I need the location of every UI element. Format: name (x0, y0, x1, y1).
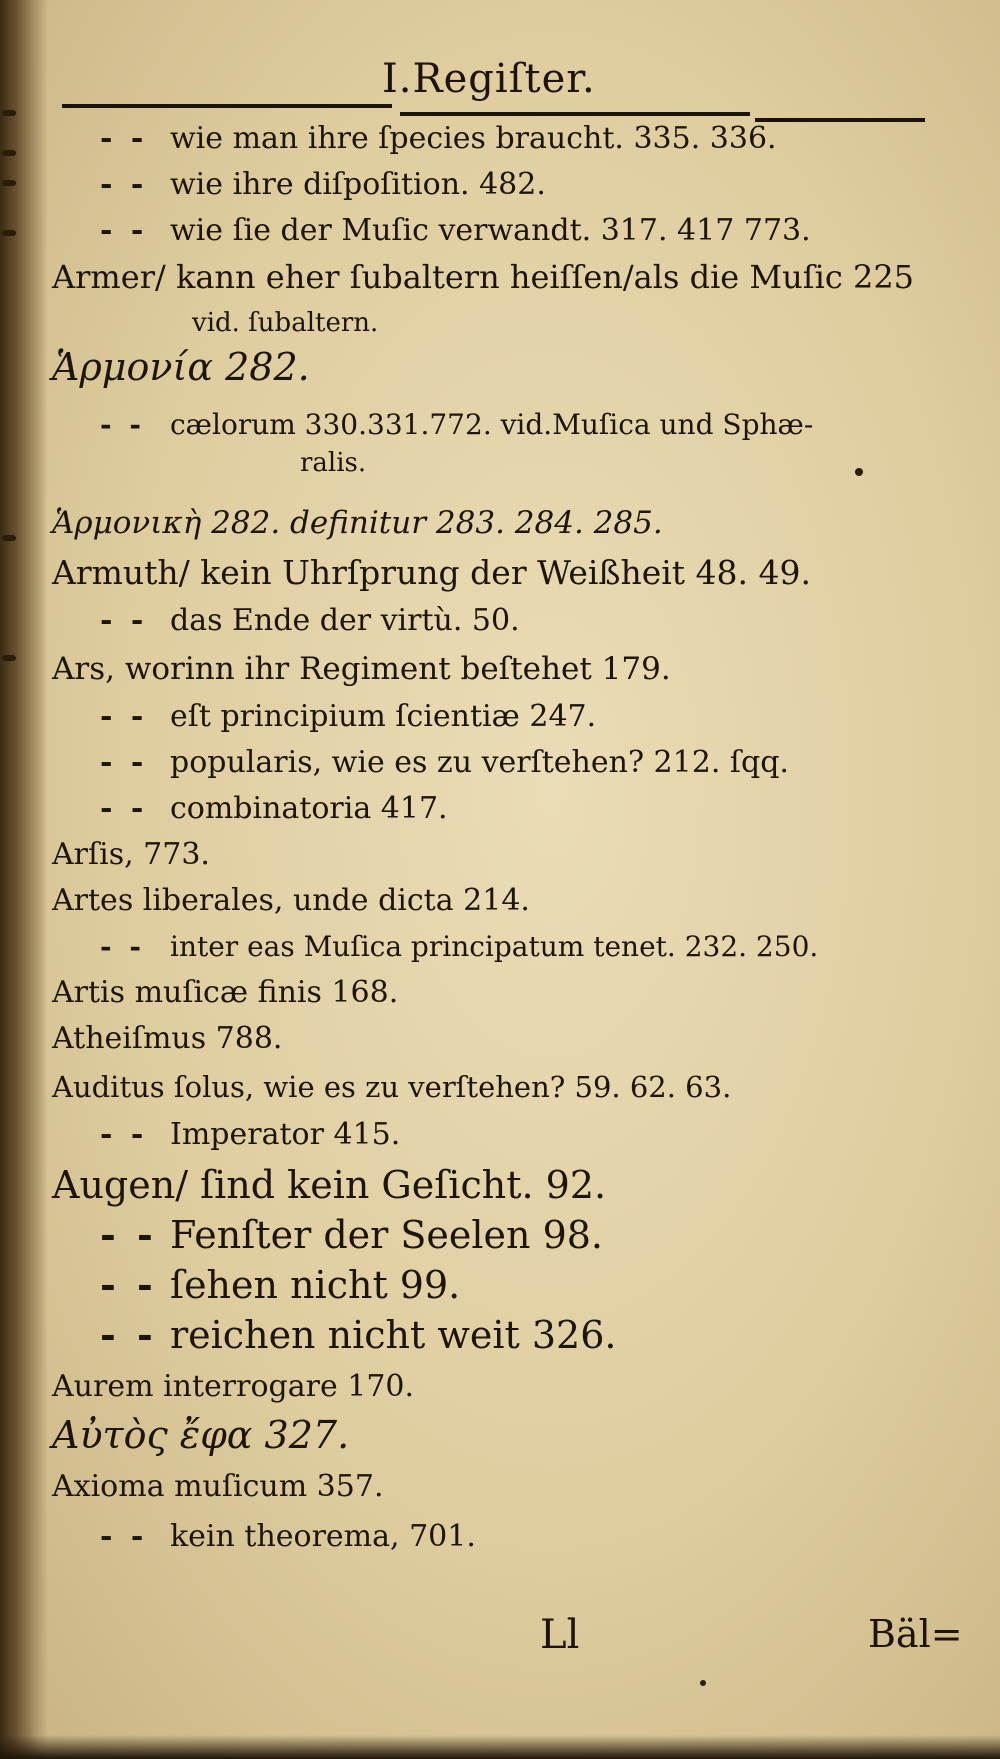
catchword: Bäl= (868, 1612, 963, 1656)
index-entry: Axioma muſicum 357. (52, 1469, 384, 1504)
index-entry: Ἁρμονικὴ 282. definitur 283. 284. 285. (52, 505, 663, 541)
binding-thread-mark (2, 655, 16, 661)
index-entry: - - reichen nicht weit 326. (100, 1312, 617, 1357)
index-entry: Aurem interrogare 170. (52, 1369, 415, 1404)
binding-thread-mark (2, 110, 16, 116)
index-entry: - - inter eas Muſica principatum tenet. 232. 250. (100, 930, 819, 963)
header-rule-right (755, 118, 925, 122)
index-entry: - - ſehen nicht 99. (100, 1262, 461, 1307)
index-entry: Auditus ſolus, wie es zu verſtehen? 59. 62. 63. (52, 1070, 732, 1104)
index-entry: - - wie ihre diſpoſition. 482. (100, 167, 546, 202)
index-entry: - - wie ſie der Muſic verwandt. 317. 417 773. (100, 213, 811, 248)
binding-thread-mark (2, 230, 16, 236)
index-entry: Ars, worinn ihr Regiment beſtehet 179. (52, 651, 671, 687)
index-entry: Arſis, 773. (52, 837, 210, 872)
index-entry: vid. ſubaltern. (192, 308, 379, 338)
index-entry: Armuth/ kein Uhrſprung der Weißheit 48. 49. (52, 553, 811, 592)
index-entry: - - Imperator 415. (100, 1117, 401, 1152)
index-entry: - - kein theorema, 701. (100, 1519, 476, 1554)
index-entry: ralis. (300, 448, 367, 478)
index-entry: - - combinatoria 417. (100, 791, 448, 826)
index-entry: - - Fenſter der Seelen 98. (100, 1212, 604, 1257)
page-header-title: I.Regiſter. (382, 56, 596, 102)
index-entry: - - eſt principium ſcientiæ 247. (100, 699, 597, 734)
binding-thread-mark (2, 535, 16, 541)
index-entry: Armer/ kann eher ſubaltern heiſſen/als die Muſic 225 (52, 258, 915, 296)
signature-mark: Ll (540, 1612, 580, 1658)
index-entry: - - popularis, wie es zu verſtehen? 212. ſqq. (100, 745, 789, 780)
page-bottom-shadow (0, 1735, 1000, 1759)
index-entry: Atheiſmus 788. (52, 1021, 283, 1056)
index-entry: Αὐτὸς ἔφα 327. (52, 1413, 350, 1457)
index-entry: - - das Ende der virtù. 50. (100, 603, 520, 638)
index-entry: Ἁρμονία 282. (52, 345, 310, 389)
index-entry: Augen/ ſind kein Geſicht. 92. (52, 1163, 607, 1207)
header-rule-left (62, 104, 392, 108)
index-entry: - - cælorum 330.331.772. vid.Muſica und Sphæ- (100, 408, 814, 441)
binding-thread-mark (2, 150, 16, 156)
index-entry: - - wie man ihre ſpecies braucht. 335. 336. (100, 121, 777, 156)
binding-thread-mark (2, 180, 16, 186)
ink-speck (855, 468, 863, 476)
index-entry: Artes liberales, unde dicta 214. (52, 883, 530, 918)
ink-speck (700, 1680, 706, 1686)
index-entry: Artis muſicæ finis 168. (52, 975, 399, 1010)
book-binding (0, 0, 48, 1759)
header-rule-middle (400, 112, 750, 116)
